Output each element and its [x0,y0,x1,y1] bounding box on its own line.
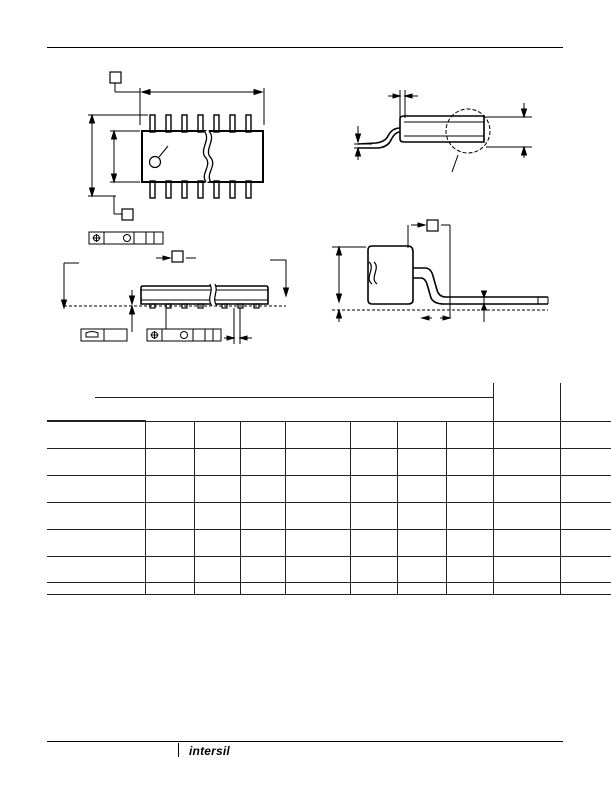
table-cell [350,557,397,583]
table-cell [350,449,397,476]
table-cell [240,449,285,476]
table-row [47,530,611,557]
table-cell [240,583,285,595]
header-group-line [95,397,493,398]
table-cell [47,503,145,530]
table-cell [493,530,560,557]
table-row [47,583,611,595]
table-cell [194,476,240,503]
intersil-logo [189,744,230,758]
header-cell [560,383,611,422]
table-cell [194,449,240,476]
table-cell [397,449,446,476]
table-row [47,476,611,503]
logo-text: intersil [189,744,230,758]
table-cell [145,557,194,583]
table-cell [446,583,493,595]
table-row [47,449,611,476]
table-cell [493,449,560,476]
table-cell [397,530,446,557]
table-cell [397,583,446,595]
table-cell [560,503,611,530]
table-cell [145,476,194,503]
table-cell [285,476,350,503]
table-cell [285,557,350,583]
table-cell [397,503,446,530]
table-cell [397,557,446,583]
table-header-row [47,383,611,421]
table-cell [350,583,397,595]
table-cell [446,530,493,557]
table-cell [240,530,285,557]
table-cell [145,503,194,530]
table-cell [493,583,560,595]
package-outline-drawings [0,0,611,380]
table-cell [446,449,493,476]
table-cell [240,503,285,530]
table-cell [47,583,145,595]
table-cell [493,476,560,503]
top-view [88,72,264,244]
table-cell [240,476,285,503]
table-cell [285,583,350,595]
table-cell [47,476,145,503]
table-cell [194,557,240,583]
header-cell [47,383,145,421]
table-cell [145,583,194,595]
table-cell [240,422,285,449]
table-cell [397,422,446,449]
table-cell [194,422,240,449]
table-cell [560,583,611,595]
table-cell [47,422,145,449]
table-cell [145,449,194,476]
footer-rule [47,741,563,742]
table-row [47,503,611,530]
table-cell [493,422,560,449]
table-cell [493,557,560,583]
table-cell [194,583,240,595]
table-cell [240,557,285,583]
table-cell [446,422,493,449]
table-cell [285,530,350,557]
detail-a-view [332,220,548,322]
table-row [47,422,611,449]
table-cell [145,530,194,557]
table-cell [194,530,240,557]
table-cell [285,449,350,476]
table-cell [446,503,493,530]
table-cell [350,503,397,530]
table-cell [47,557,145,583]
table-cell [446,476,493,503]
table-cell [560,557,611,583]
side-view [62,251,289,344]
table-cell [194,503,240,530]
header-cell [145,383,493,421]
table-cell [47,530,145,557]
table-cell [145,422,194,449]
end-view [354,90,532,172]
table-cell [493,503,560,530]
table-row [47,557,611,583]
table-cell [560,422,611,449]
table-cell [350,422,397,449]
table-cell [47,449,145,476]
table-cell [350,530,397,557]
header-cell [493,383,560,422]
table-cell [560,530,611,557]
table-cell [350,476,397,503]
table-cell [560,476,611,503]
dimensions-table [47,383,611,595]
table-cell [397,476,446,503]
table-cell [285,503,350,530]
table-cell [446,557,493,583]
footer-divider [178,743,179,757]
table-cell [285,422,350,449]
table-cell [560,449,611,476]
